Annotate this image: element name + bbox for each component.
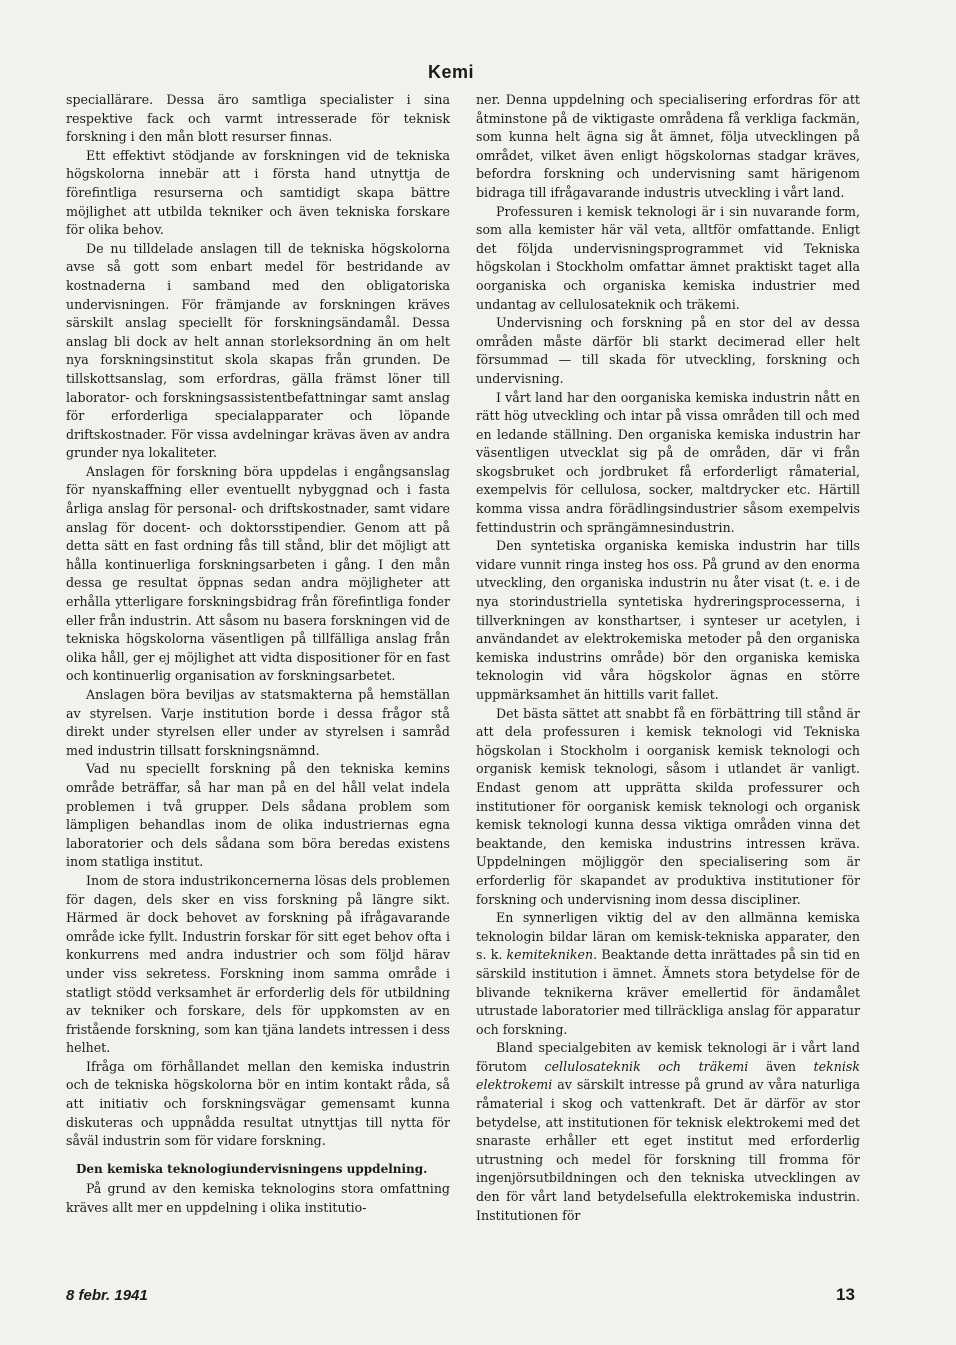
paragraph: Undervisning och forskning på en stor del av dessa områden måste därför bli starkt decimerad eller helt försummad — till skada för utveckling, forskning och undervisning. (476, 315, 860, 386)
footer-date: 8 febr. 1941 (66, 1287, 148, 1304)
paragraph (476, 909, 860, 1039)
paragraph: Professuren i kemisk teknologi är i sin nuvarande form, som alla kemister här väl veta, alltför omfattande. Enligt det följda undervisningsprogrammet vid Tekniska högskolan i Stockholm omfattar ämnet praktiskt taget alla oorganiska och organiska kemiska industrier med undantag av cellulosateknik och träkemi. (476, 203, 860, 312)
paragraph: På grund av den kemiska teknologins stora omfattning kräves allt mer en uppdelning i olika institutio- (66, 1181, 450, 1216)
paragraph: speciallärare. Dessa äro samtliga specialister i sina respektive fack och varmt intresserade för teknisk forskning i den mån blott resurser finnas. (66, 92, 450, 145)
paragraph: Anslagen för forskning böra uppdelas i engångsanslag för nyanskaffning eller eventuellt nybyggnad och i fasta årliga anslag för personal- och driftskostnader, samt vidare anslag för docent- och doktorsstipendier. Genom att på detta sätt en fast ordning fås till stånd, blir det möjligt att hålla kontinuerliga forskningsarbeten i gång. I den mån dessa ge resultat öppnas sedan andra möjligheter att erhålla ytterligare forskningsbidrag från förefintliga fonder eller från industrin. Att såsom nu basera forskningen vid de tekniska högskolorna väsentligen på tillfälliga anslag från olika håll, ger ej möjlighet att vidta dispositioner för en fast och kontinuerlig organisation av forskningsarbetet. (66, 463, 450, 684)
italic-term: teknisk elektrokemi (476, 1058, 860, 1093)
paragraph: Den syntetiska organiska kemiska industrin har tills vidare vunnit ringa insteg hos oss. På grund av den enorma utveckling, den organiska industrin nu åter visat (t. e. i de nya storindustriella syntetiska hydreringsprocesserna, i tillverkningen av konsthartser, i synteser ur acetylen, i användandet av elektrokemiska metoder på den organiska kemiska industrins område) bör den organiska kemiska teknologin vid våra högskolor ägnas en större uppmärksamhet än hittills varit fallet. (476, 538, 860, 702)
text-run: . Beaktande detta inrättades på sin tid en särskild institution i ämnet. Ämnets stora betydelse för de blivande teknikerna kräver emellertid för ändamålet utrustade laboratorier med tillräckliga anslag för apparatur och forskning. (476, 947, 860, 1037)
paragraph: Vad nu speciellt forskning på den tekniska kemins område beträffar, så har man på en del håll velat indela problemen i två grupper. Dels sådana problem som lämpligen behandlas inom de olika industriernas egna laboratorier och dels sådana som böra beredas existens inom statliga institut. (66, 761, 450, 870)
paragraph (476, 1039, 860, 1225)
paragraph: Det bästa sättet att snabbt få en förbättring till stånd är att dela professuren i kemisk teknologi vid Tekniska högskolan i Stockholm i oorganisk kemisk teknologi och organisk kemisk teknologi, såsom i utlandet är vanligt. Endast genom att upprätta skilda professurer och institutioner för oorganisk kemisk teknologi och organisk kemisk teknologi kunna dessa viktiga områden vinna det beaktande, den kemiska industrins intressen kräva. Uppdelningen möjliggör den specialisering som är erforderlig för skapandet av produktiva institutioner för forskning och undervisning inom dessa discipliner. (476, 705, 860, 907)
right-column (476, 91, 860, 1225)
text-run: av särskilt intresse på grund av våra naturliga råmaterial i skog och vattenkraft. Det är därför av stor betydelse, att institutionen för teknisk elektrokemi med det snaraste erhåller ett eget institut med erforderlig utrustning och medel för forskning till fromma för ingenjörsutbildningen och den tekniska utvecklingen av den för vårt land betydelsefulla elektrokemiska industrin. Institutionen för (476, 1077, 860, 1223)
paragraph: Anslagen böra beviljas av statsmakterna på hemställan av styrelsen. Varje institution borde i dessa frågor stå direkt under styrelsen eller under av styrelsen i samråd med industrin tillsatt forskningsnämnd. (66, 687, 450, 758)
paragraph: Inom de stora industrikoncernerna lösas dels problemen för dagen, dels sker en viss forskning på längre sikt. Härmed är dock behovet av forskning på ifrågavarande område icke fyllt. Industrin forskar för sitt eget behov ofta i konkurrens med andra industrier och som följd härav under viss sekretess. Forskning inom samma område i statligt stödd verksamhet är erforderlig dels för utbildning av tekniker och forskare, dels för uppkomsten av en fristående forskning, som kan tjäna landets intressen i dess helhet. (66, 872, 450, 1056)
text-run: Bland specialgebiten av kemisk teknologi är i vårt land förutom (476, 1040, 860, 1074)
text-run: En synnerligen viktig del av den allmänna kemiska teknologin bildar läran om kemisk-tekniska apparater, den s. k. (476, 910, 860, 963)
page-header-title: Kemi (428, 62, 475, 82)
italic-term: kemitekniken (506, 947, 594, 963)
text-run: även (748, 1058, 814, 1074)
paragraph: Ett effektivt stödjande av forskningen vid de tekniska högskolorna innebär att i första hand utnyttja de förefintliga resurserna och samtidigt skapa bättre möjlighet att utbilda tekniker och även tekniska forskare för olika behov. (66, 147, 450, 238)
left-column (66, 91, 450, 1218)
section-heading: Den kemiska teknologiundervisningens uppdelning. (76, 1161, 428, 1176)
paragraph: ner. Denna uppdelning och specialisering erfordras för att åtminstone på de viktigaste områdena få verkliga fackmän, som kunna helt ägna sig åt ämnet, följa utvecklingen på området, vilket även enligt högskolornas stadgar kräves, befordra forskning och undervisning samt härigenom bidraga till ifrågavarande industris utveckling i vårt land. (476, 92, 860, 200)
italic-term: cellulosateknik och träkemi (544, 1058, 749, 1074)
paragraph: Ifråga om förhållandet mellan den kemiska industrin och de tekniska högskolorna bör en intim kontakt råda, så att initiativ och forskningsvägar gemensamt kunna diskuteras och uppnådda resultat utnyttjas till nytta för såväl industrin som för vidare forskning. (66, 1058, 450, 1149)
paragraph: De nu tilldelade anslagen till de tekniska högskolorna avse så gott som enbart medel för bestridande av kostnaderna i samband med den obligatoriska undervisningen. För främjande av forskningen kräves särskilt anslag speciellt för forskningsändamål. Dessa anslag bli dock av helt annan storleksordning än om helt nya forskningsinstitut skola skapas från grunden. De tillskottsanslag, som erfordras, gälla främst löner till laborator- och forskningsassistentbefattningar samt anslag för erforderliga specialapparater och löpande driftskostnader. För vissa avdelningar krävas även av andra grunder nya lokaliteter. (66, 240, 450, 461)
page-number: 13 (836, 1285, 855, 1304)
paragraph: I vårt land har den oorganiska kemiska industrin nått en rätt hög utveckling och intar på vissa områden till och med en ledande ställning. Den organiska kemiska industrin har väsentligen utvecklat sig på de områden, där vi från skogsbruket och jordbruket få erforderligt råmaterial, exempelvis för cellulosa, socker, maltdrycker etc. Härtill komma vissa andra förädlingsindustrier såsom exempelvis fettindustrin och sprängämnesindustrin. (476, 389, 860, 535)
